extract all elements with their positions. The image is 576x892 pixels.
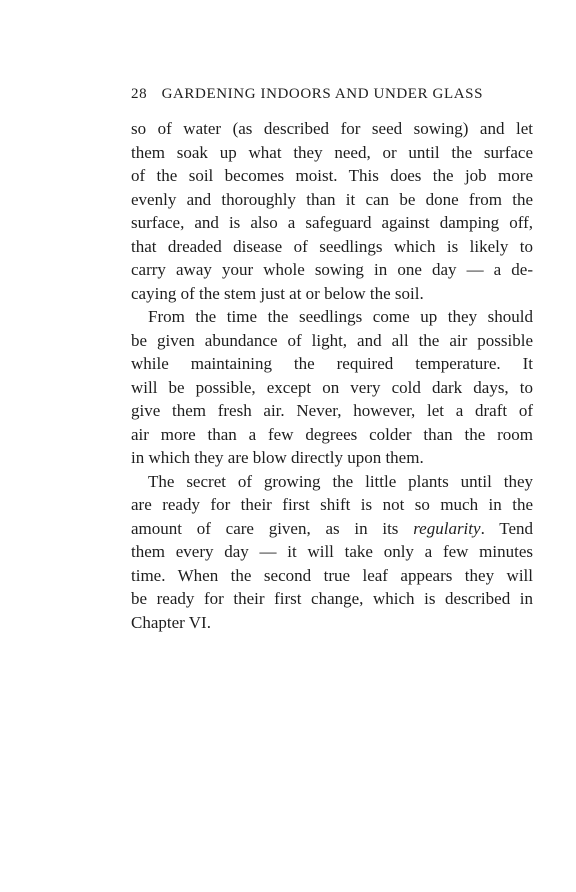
text-line: give them fresh air. Never, however, let a draft of [131, 401, 533, 420]
text-line: be ready for their first change, which is described in [131, 589, 533, 608]
text-line: while maintaining the required temperature. It [131, 354, 533, 373]
text-line: surface, and is also a safeguard against damping off, [131, 213, 533, 232]
text-line: carry away your whole sowing in one day — a de- [131, 260, 533, 279]
text-line: of the soil becomes moist. This does the job more [131, 166, 533, 185]
text-line: evenly and thoroughly than it can be done from the [131, 189, 533, 209]
italic-word: regularity [413, 518, 481, 538]
paragraph-first-line: The secret of growing the little plants until they [148, 471, 533, 491]
text-segment: amount of care given, as in its [131, 518, 414, 538]
body-text [131, 117, 533, 634]
text-line: so of water (as described for seed sowing) and let [131, 119, 533, 138]
text-line: time. When the second true leaf appears they will [131, 565, 533, 585]
text-line: in which they are blow directly upon them. [131, 448, 424, 467]
text-line: caying of the stem just at or below the soil. [131, 283, 424, 303]
text-line: be given abundance of light, and all the air possible [131, 330, 533, 350]
text-line: that dreaded disease of seedlings which is likely to [131, 236, 533, 256]
running-header [131, 86, 531, 103]
page-number: 28 [131, 86, 148, 102]
text-line: them soak up what they need, or until the surface [131, 142, 533, 162]
text-line [131, 517, 533, 541]
text-line: are ready for their first shift is not so much in the [131, 495, 533, 514]
paragraph-first-line: From the time the seedlings come up they should [148, 307, 533, 326]
text-line: will be possible, except on very cold dark days, to [131, 377, 533, 397]
text-line: air more than a few degrees colder than the room [131, 424, 533, 444]
text-segment: . Tend [480, 518, 533, 538]
text-line: Chapter VI. [131, 612, 211, 632]
text-line: them every day — it will take only a few minutes [131, 542, 533, 561]
running-title: GARDENING INDOORS AND UNDER GLASS [161, 86, 484, 102]
